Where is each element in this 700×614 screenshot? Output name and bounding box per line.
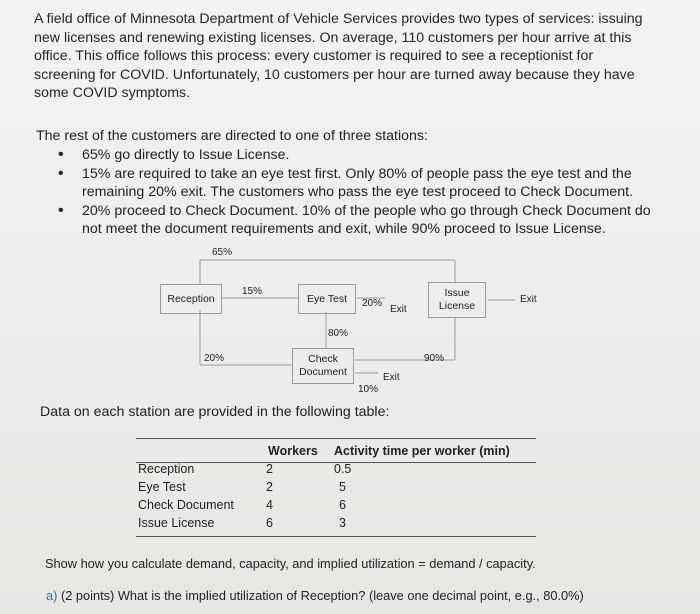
label-20-check: 20% [204,353,225,364]
reception-box: Reception [160,284,222,314]
label-10: 10% [358,384,379,395]
calculation-note: Show how you calculate demand, capacity, and implied utilization = demand / capacity. [45,556,536,571]
table-lead: Data on each station are provided in the following table: [40,404,390,420]
bullet-list [58,146,658,239]
table-cell-workers: 4 [266,498,273,512]
intro-paragraph: A field office of Minnesota Department of Vehicle Services provides two types of services: issuing new licenses and renewing existing licenses. On average, 110 customers per hour arrive at this office. This office follows this process: every customer is required to see a receptionist for screening for COVID. Unfortunately, 10 customers per hour are turned away because they have some COVID symptoms. [34,11,643,102]
header-workers: Workers [268,444,318,458]
check-document-box: Check Document [292,348,354,384]
label-15: 15% [242,286,263,297]
question-a [46,588,584,603]
table-cell-time: 5 [339,480,346,494]
table-cell-time: 6 [339,498,346,512]
question-prefix: a) [46,588,58,603]
label-20-eye: 20% [362,298,383,309]
table-cell-station: Check Document [138,498,234,512]
table-cell-time: 3 [339,516,346,530]
label-exit-check: Exit [383,372,400,383]
table-cell-time: 0.5 [334,462,352,476]
label-90: 90% [424,353,445,364]
table-cell-station: Reception [138,462,195,476]
bullet-item: • 20% proceed to Check Document. 10% of the people who go through Check Document do not meet the document requirements and exit, while 90% proceed to Issue License. [58,202,658,239]
label-80: 80% [328,328,349,339]
label-exit-eye: Exit [390,304,407,315]
process-flow-diagram [0,240,700,400]
eye-test-box: Eye Test [298,284,356,314]
table-cell-workers: 6 [266,516,273,530]
table-cell-workers: 2 [266,462,273,476]
bullet-item: • 15% are required to take an eye test first. Only 80% of people pass the eye test and the remaining 20% exit. The customers who pass the eye test proceed to Check Document. [58,165,658,202]
table-cell-station: Issue License [138,516,215,530]
label-exit-final: Exit [520,294,537,305]
table-cell-workers: 2 [266,480,273,494]
issue-license-box: Issue License [428,282,486,318]
header-activity: Activity time per worker (min) [334,444,510,458]
bullet-item: • 65% go directly to Issue License. [58,146,658,165]
table-cell-station: Eye Test [138,480,186,494]
stations-lead: The rest of the customers are directed to one of three stations: [36,128,428,144]
question-text: (2 points) What is the implied utilization of Reception? (leave one decimal point, e.g., 80.0%) [60,588,584,603]
label-65: 65% [212,247,233,258]
